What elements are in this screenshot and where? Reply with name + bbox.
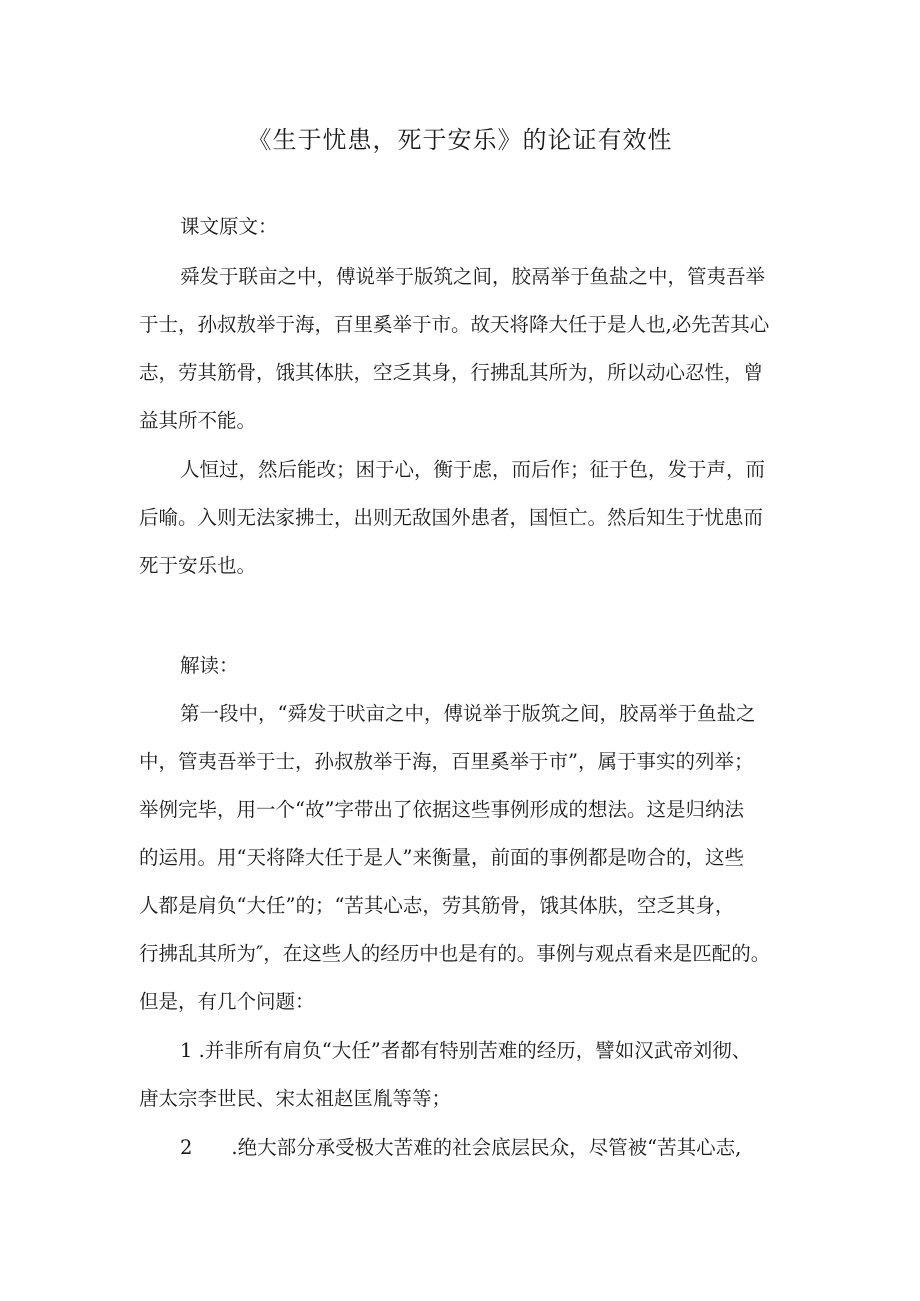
- text-line: 舜发于联亩之中，傅说举于版筑之间，胶鬲举于鱼盐之中，管夷吾举: [180, 265, 766, 288]
- list-item: 1 .并非所有肩负“大任”者都有特别苦难的经历，譬如汉武帝刘彻、: [180, 1039, 752, 1062]
- section-heading-interpretation: 解读：: [180, 654, 239, 677]
- text-line: 但是，有几个问题：: [139, 990, 315, 1013]
- text-line: 的运用。用“天将降大任于是人”来衡量，前面的事例都是吻合的，这些: [139, 846, 744, 869]
- text-line: 中，管夷吾举于士，孙叔敖举于海，百里奚举于市”，属于事实的列举；: [139, 750, 754, 773]
- text-line: 人都是肩负“大任”的；“苦其心志，劳其筋骨，饿其体肤，空乏其身，: [139, 894, 735, 917]
- text-line: 人恒过，然后能改；困于心，衡于虑，而后作；征于色，发于声，而: [180, 458, 766, 481]
- text-line: 志，劳其筋骨，饿其体肤，空乏其身，行拂乱其所为，所以动心忍性，曾: [139, 361, 764, 384]
- text-line: 唐太宗李世民、宋太祖赵匡胤等等；: [139, 1087, 452, 1110]
- list-item: 2 .绝大部分承受极大苦难的社会底层民众，尽管被“苦其心志,: [180, 1136, 742, 1159]
- section-heading-original: 课文原文：: [180, 215, 278, 238]
- text-line: 第一段中，“舜发于吠亩之中，傅说举于版筑之间，胶鬲举于鱼盐之: [180, 702, 756, 725]
- text-line: 行拂乱其所为″，在这些人的经历中也是有的。事例与观点看来是匹配的。: [139, 942, 771, 965]
- text-line: 益其所不能。: [139, 409, 257, 432]
- document-title: 《生于忧患，死于安乐》的论证有效性: [247, 126, 673, 154]
- text-line: 于士，孙叔敖举于海，百里奚举于市。故天将降大任于是人也,必先苦其心: [139, 313, 770, 336]
- text-line: 死于安乐也。: [139, 554, 257, 577]
- text-line: 后喻。入则无法家拂士，出则无敌国外患者，国恒亡。然后知生于忧患而: [139, 506, 764, 529]
- text-line: 举例完毕，用一个“故”字带出了依据这些事例形成的想法。这是归纳法: [139, 798, 744, 821]
